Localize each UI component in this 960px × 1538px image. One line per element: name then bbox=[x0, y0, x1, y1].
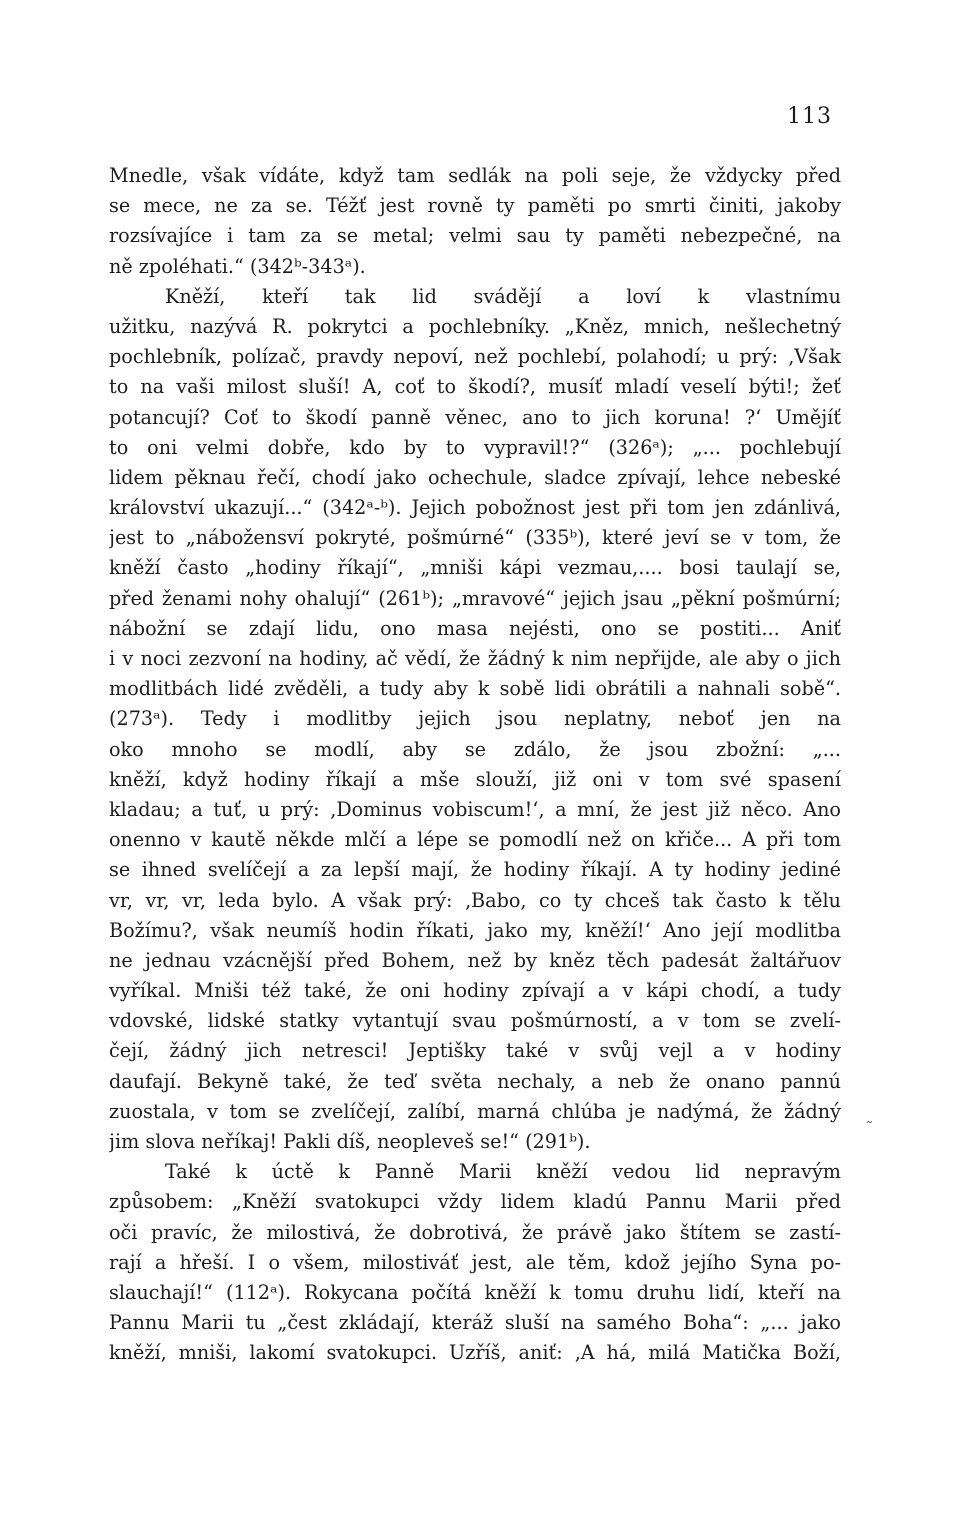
text-line: zuostala, v tom se zvelíčejí, zalíbí, marná chlúba je nadýmá, že žádný bbox=[109, 1099, 841, 1123]
text-line: onenno v kautě někde mlčí a lépe se pomodlí než on křiče... A při tom bbox=[109, 828, 841, 852]
text-line: daufají. Bekyně také, že teď světa nechaly, a neb že onano pannú bbox=[109, 1069, 841, 1093]
text-line: před ženami nohy ohalují“ (261ᵇ); „mravové“ jejich jsau „pěkní pošmúrní; bbox=[109, 586, 841, 610]
text-line: (273ᵃ). Tedy i modlitby jejich jsou neplatny, neboť jen na bbox=[109, 707, 841, 731]
text-line: jim slova neříkaj! Pakli díš, neopleveš se!“ (291ᵇ). bbox=[109, 1130, 591, 1153]
text-line: čejí, žádný jich netresci! Jeptišky také v svůj vejl a v hodiny bbox=[109, 1039, 841, 1063]
text-line: kladau; a tuť, u prý: ‚Dominus vobiscum!‘, a mní, že jest již něco. Ano bbox=[109, 797, 841, 821]
text-line: království ukazují...“ (342ᵃ-ᵇ). Jejich pobožnost jest při tom jen zdánlivá, bbox=[109, 496, 841, 520]
text-line: Kněží, kteří tak lid svádějí a loví k vlastnímu bbox=[165, 284, 841, 308]
text-line: to na vaši milost sluší! A, coť to škodí?, musíť mladí veselí býti!; žeť bbox=[109, 375, 841, 399]
text-line: modlitbách lidé zvěděli, a tudy aby k sobě lidi obrátili a nahnali sobě“. bbox=[109, 677, 841, 701]
text-line: užitku, nazývá R. pokrytci a pochlebníky. „Kněz, mnich, nešlechetný bbox=[109, 314, 841, 338]
text-line: oko mnoho se modlí, aby se zdálo, že jsou zbožní: „... bbox=[109, 737, 841, 761]
text-line: způsobem: „Kněží svatokupci vždy lidem kladú Pannu Marii před bbox=[109, 1190, 841, 1214]
text-line: potancují? Coť to škodí panně věnec, ano to jich koruna! ?‘ Umějíť bbox=[109, 405, 841, 429]
text-line: rozsívajíce i tam za se metal; velmi sau ty paměti nebezpečné, na bbox=[109, 224, 841, 248]
text-line: kněží často „hodiny říkají“, „mniši kápi vezmau,.... bosi taulají se, bbox=[109, 556, 841, 580]
text-line: lidem pěknau řečí, chodí jako ochechule, sladce zpívají, lehce nebeské bbox=[109, 465, 841, 489]
text-line: Božímu?, však neumíš hodin říkati, jako my, kněží!‘ Ano její modlitba bbox=[109, 918, 841, 942]
text-line: se mece, ne za se. Téžť jest rovně ty paměti po smrti činiti, jakoby bbox=[109, 194, 841, 218]
text-line: nábožní se zdají lidu, ono masa nejésti, ono se postiti... Aniť bbox=[109, 616, 841, 640]
page-number: 113 bbox=[787, 104, 832, 129]
text-line: kněží, když hodiny říkají a mše slouží, již oni v tom své spasení bbox=[109, 767, 841, 791]
text-line: ne jednau vzácnější před Bohem, než by kněz těch padesát žaltářuov bbox=[109, 948, 841, 972]
text-line: pochlebník, polízač, pravdy nepoví, než pochlebí, polahodí; u prý: ‚Však bbox=[109, 345, 841, 369]
text-line: oči pravíc, že milostivá, že dobrotivá, že právě jako štítem se zastí- bbox=[109, 1220, 841, 1244]
text-line: vyříkal. Mniši též také, že oni hodiny zpívají a v kápi chodí, a tudy bbox=[109, 979, 841, 1003]
margin-tick-mark: ˜ bbox=[866, 1120, 873, 1136]
text-line: vdovské, lidské statky vytantují svau pošmúrností, a v tom se zvelí- bbox=[109, 1009, 841, 1033]
text-line: se ihned svelíčejí a za lepší mají, že hodiny říkají. A ty hodiny jediné bbox=[109, 858, 841, 882]
text-line: Také k úctě k Panně Marii kněží vedou lid nepravým bbox=[165, 1160, 841, 1184]
text-line: vr, vr, vr, leda bylo. A však prý: ‚Babo, co ty chceš tak často k tělu bbox=[109, 888, 841, 912]
text-line: slauchají!“ (112ᵃ). Rokycana počítá kněží k tomu druhu lidí, kteří na bbox=[109, 1280, 841, 1304]
body-text bbox=[109, 161, 841, 1369]
text-line: i v noci zezvoní na hodiny, ač vědí, že žádný k nim nepřijde, ale aby o jich bbox=[109, 647, 841, 670]
text-line: jest to „nábožensví pokryté, pošmúrné“ (335ᵇ), které jeví se v tom, že bbox=[109, 526, 841, 550]
text-line: kněží, mniši, lakomí svatokupci. Uzříš, aniť: ‚A há, milá Matička Boží, bbox=[109, 1341, 841, 1365]
text-line: to oni velmi dobře, kdo by to vypravil!?“ (326ᵃ); „... pochlebují bbox=[109, 435, 841, 459]
text-line: Mnedle, však vídáte, když tam sedlák na poli seje, že vždycky před bbox=[109, 164, 841, 187]
text-line: ně zpoléhati.“ (342ᵇ-343ᵃ). bbox=[109, 254, 366, 278]
text-line: rají a hřeší. I o všem, milostiváť jest, ale těm, kdož jejího Syna po- bbox=[109, 1250, 841, 1274]
text-line: Pannu Marii tu „čest zkládají, kteráž sluší na samého Boha“: „... jako bbox=[109, 1311, 841, 1335]
